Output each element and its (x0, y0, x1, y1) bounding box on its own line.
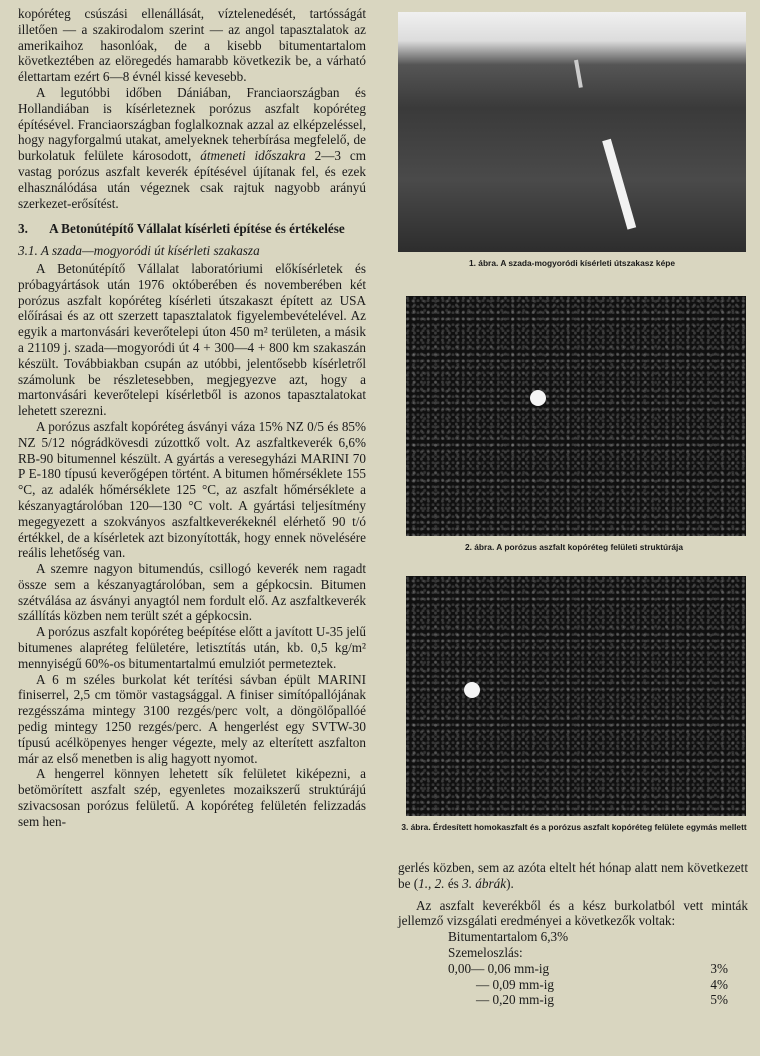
value: 4% (710, 976, 728, 992)
figure-caption: 1. ábra. A szada-mogyoródi kísérleti útszakasz képe (468, 258, 676, 268)
lane-marking (602, 139, 636, 230)
paragraph (398, 860, 748, 892)
marker-dot (464, 682, 480, 698)
figure-caption: 2. ábra. A porózus aszfalt kopóréteg felületi struktúrája (464, 542, 684, 552)
left-column (18, 6, 366, 830)
bitumen-content: Bitumentartalom 6,3% (448, 929, 569, 945)
paragraph: A Betonútépítő Vállalat laboratóriumi előkísérletek és próbagyártások után 1976 októberében és novemberében két porózus aszfalt kopóréteg kísérleti útszakaszt épített az USA előírásai és az ott szerzett tapasztalatok figyelembevételével. Az egyik a martonvásári keverőtelepi úton 450 m² területen, a másik a 21109 j. szada—mogyoródi út 4 + 300—4 + 800 km szakaszán készült. Továbbiakban csupán az utóbbi, jelentősebb kísérletről számolunk be részletesebben, megjegyezve azt, hogy a martonvásári keverőtelepi kísérletből is azonos tapasztalatokat lehetett szerezni. (18, 260, 366, 419)
section-heading (18, 221, 366, 237)
paragraph: A szemre nagyon bitumendús, csillogó keverék nem ragadt össze sem a készanyagtárolóban, sem a gépkocsin. Bitumen szétválása az ásványi anyagtól nem fordult elő. Az aszfaltkeverék szállítás közben nem terült szét a gépkocsin. (18, 561, 366, 624)
paragraph: A porózus aszfalt kopóréteg beépítése előtt a javított U-35 jelű bitumenes alapréteg felületére, letisztítás után, kb. 0,5 kg/m² mennyiségű 60%-os bitumentartalmú emulziót permeteztek. (18, 624, 366, 671)
subsection-heading: 3.1. A szada—mogyoródi út kísérleti szakasza (18, 243, 260, 259)
paragraph (18, 85, 366, 211)
value: 3% (710, 960, 728, 976)
table-row (448, 977, 748, 993)
right-column (398, 860, 748, 1008)
text: gerlés közben, sem az azóta eltelt hét hónap alatt nem következett be ( (398, 860, 748, 891)
text: A legutóbbi időben Dániában, Franciaországban és Hollandiában is kísérleteznek porózus aszfalt kopóréteg építésével. Franciaországban foglalkoznak azzal az elképzeléssel, hogy nagyforgalmú utakat, amelyeknek teherbírása megfelelő, de burkolatuk felülete károsodott, (18, 84, 366, 164)
grading-label: Szemeloszlás: (448, 944, 523, 960)
text: 2—3 cm vastag porózus aszfalt keverék építésével újítanak fel, és ezek elhasználódása után végeznek csak rajtuk nagyobb arányú szerkezet-erősítést. (18, 148, 366, 211)
figure-ref: 1., 2. (418, 875, 445, 891)
paragraph: kopóréteg csúszási ellenállását, víztelenedését, tartósságát illetően — a szakirodalom szerint — az angol tapasztalatok az amerikaihoz hasonlóak, de a kisebb bitumentartalom következtében az elöregedés hamarabb következik be, a várható élettartam ezért 6—8 évnél kissé kevesebb. (18, 6, 366, 85)
results-table (448, 929, 748, 1008)
paragraph: A 6 m széles burkolat két terítési sávban épült MARINI finiserrel, 2,5 cm tömör vastagsággal. A finiser simítópallójának rezgésszáma mintegy 3100 rezgés/perc volt, a döngölőpallóé pedig mintegy 1250 rezgés/perc. A hengerlést egy SVTW-30 típusú acélköpenyes henger végezte, mely az elterített aszfalton már az első menetben is alig hagyott nyomot. (18, 671, 366, 766)
marker-dot (530, 390, 546, 406)
road-photo (398, 12, 746, 252)
paragraph: Az aszfalt keverékből és a kész burkolatból vett minták jellemző vizsgálati eredményei a következők voltak: (398, 897, 748, 929)
figure-ref: 3. ábrák (462, 875, 507, 891)
surface-comparison-photo (406, 576, 746, 816)
value: 5% (710, 992, 728, 1008)
lane-marking (574, 60, 583, 88)
text: ). (506, 875, 514, 891)
section-number: 3. (18, 221, 28, 237)
range: 0,00— 0,06 mm-ig (448, 960, 550, 976)
text: és (444, 875, 463, 891)
section-title: A Betonútépítő Vállalat kísérleti építése és értékelése (49, 221, 345, 237)
range: — 0,20 mm-ig (476, 992, 555, 1008)
emphasis: átmeneti időszakra (200, 148, 306, 164)
surface-texture-photo (406, 296, 746, 536)
paragraph: A porózus aszfalt kopóréteg ásványi váza 15% NZ 0/5 és 85% NZ 5/12 nógrádkövesdi zúzottkő volt. Az aszfaltkeverék 6,6% RB-90 bitumennel készült. A gyártás a veresegyházi MARINI 70 P E-180 típusú keverőgépen történt. A bitumen hőmérséklete 155 °C, az adalék hőmérséklete 125 °C, az aszfalt hőmérséklete a készanyagtárolóban 120—130 °C volt. A gyártási teljesítmény megegyezett a szokványos aszfaltkeverékeknél elérhető 90 t/ó értékkel, de a kísérletek azt bizonyították, hogy ennek növelésére reális lehetőség van. (18, 418, 366, 561)
table-row (448, 961, 748, 977)
range: — 0,09 mm-ig (476, 976, 555, 992)
table-row (448, 992, 748, 1008)
figure-caption: 3. ábra. Érdesített homokaszfalt és a porózus aszfalt kopóréteg felülete egymás mellett (401, 822, 747, 832)
paragraph: A hengerrel könnyen lehetett sík felületet kiképezni, a betömörített aszfalt szép, egyenletes mozaikszerű struktúrájú szivacsosan porózus felületű. A kopóréteg felületén felizzadás sem hen- (18, 766, 366, 829)
